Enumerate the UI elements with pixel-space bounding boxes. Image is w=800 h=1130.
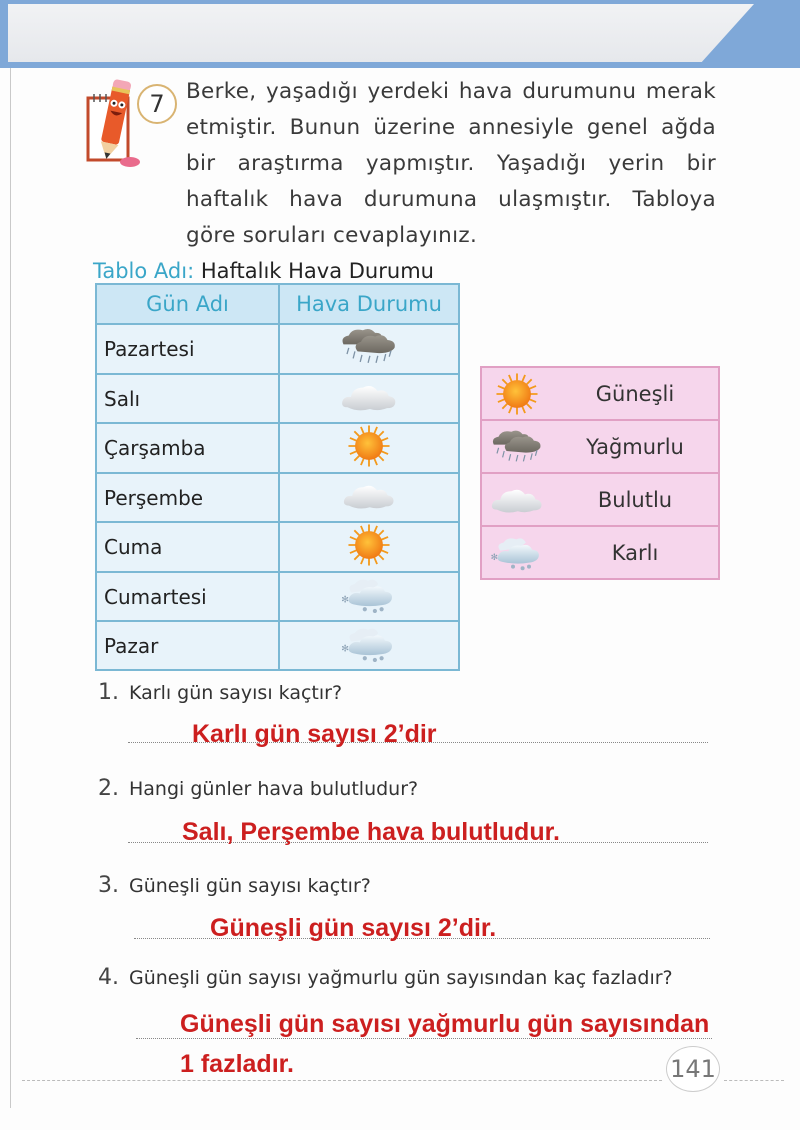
cloudy-icon [341, 479, 397, 513]
day-cell: Pazar [96, 621, 279, 670]
answer-4-line2: 1 fazladır. [180, 1050, 294, 1078]
question-text: Karlı gün sayısı kaçtır? [129, 682, 343, 704]
legend-item-cloudy [482, 474, 718, 527]
question-number-badge: 7 [137, 84, 177, 124]
question-text: Hangi günler hava bulutludur? [129, 778, 419, 800]
table-row [96, 374, 459, 423]
legend-label: Güneşli [595, 381, 675, 406]
answer-2: Salı, Perşembe hava bulutludur. [182, 818, 560, 846]
page-margin-line [10, 68, 11, 1108]
table-row [96, 522, 459, 572]
question-intro-text: Berke, yaşadığı yerdeki hava durumunu merak etmiştir. Bunun üzerine annesiyle genel ağda bir araştırma yapmıştır. Yaşadığı yerin bir haftalık hava durumuna ulaşmıştır. Tabloya göre soruları cevaplayınız. [186, 79, 716, 248]
table-row [96, 473, 459, 522]
table-row [96, 324, 459, 374]
sunny-icon [347, 424, 391, 468]
rainy-icon [338, 325, 400, 369]
footer-dashed-line [22, 1080, 662, 1081]
day-cell: Cumartesi [96, 572, 279, 621]
table-row [96, 423, 459, 473]
day-cell: Pazartesi [96, 324, 279, 374]
table-header-row [96, 284, 459, 324]
snowy-icon [488, 533, 546, 573]
column-header-weather: Hava Durumu [279, 284, 459, 324]
table-caption-value: Haftalık Hava Durumu [200, 259, 434, 283]
column-header-day: Gün Adı [96, 284, 279, 324]
snowy-icon [339, 574, 399, 616]
weather-table [95, 283, 460, 671]
rainy-icon [489, 427, 545, 467]
table-row [96, 572, 459, 621]
snowy-icon [339, 623, 399, 665]
question-4: 4. Güneşli gün sayısı yağmurlu gün sayısından kaç fazladır? [98, 965, 673, 990]
legend-item-snowy [482, 527, 718, 578]
footer-dashed-line [724, 1080, 784, 1081]
table-caption [93, 259, 434, 283]
legend-label: Yağmurlu [586, 434, 684, 459]
weather-legend [480, 366, 720, 580]
question-3: 3. Güneşli gün sayısı kaçtır? [98, 873, 371, 898]
table-caption-label: Tablo Adı: [93, 259, 195, 283]
pencil-mascot-icon [86, 78, 142, 170]
day-cell: Cuma [96, 522, 279, 572]
answer-1: Karlı gün sayısı 2’dir [192, 720, 437, 748]
question-2: 2. Hangi günler hava bulutludur? [98, 776, 419, 801]
legend-label: Bulutlu [597, 487, 673, 512]
cloudy-icon [339, 379, 399, 415]
sunny-icon [347, 523, 391, 567]
legend-item-rainy [482, 421, 718, 474]
answer-4-line1: Güneşli gün sayısı yağmurlu gün sayısından [180, 1010, 710, 1038]
table-row [96, 621, 459, 670]
question-text: Güneşli gün sayısı yağmurlu gün sayısından kaç fazladır? [129, 967, 673, 989]
answer-3: Güneşli gün sayısı 2’dir. [210, 914, 497, 942]
page-number: 141 [666, 1046, 720, 1092]
day-cell: Salı [96, 374, 279, 423]
cloudy-icon [489, 483, 545, 517]
day-cell: Perşembe [96, 473, 279, 522]
legend-label: Karlı [611, 540, 659, 565]
question-1: 1. Karlı gün sayısı kaçtır? [98, 680, 343, 705]
header-banner [8, 4, 754, 62]
question-text: Güneşli gün sayısı kaçtır? [129, 875, 371, 897]
legend-item-sunny [482, 368, 718, 421]
sunny-icon [495, 372, 539, 416]
day-cell: Çarşamba [96, 423, 279, 473]
